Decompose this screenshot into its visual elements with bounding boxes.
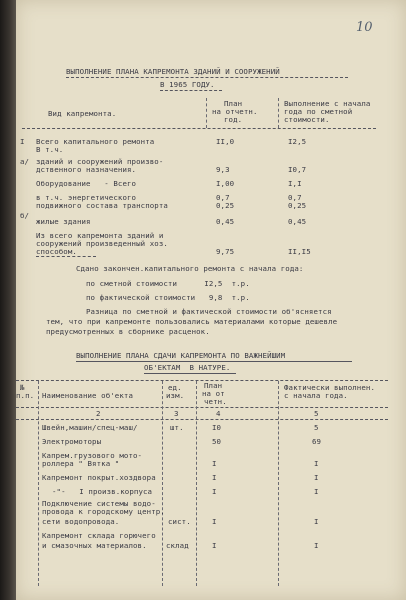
table2-col-sep-4 (278, 381, 279, 586)
table2-h-plan-2: на от (202, 389, 225, 398)
table2-h-fact-2: с начала года. (284, 391, 348, 400)
table2-row-name: сети водопровода. (42, 517, 120, 526)
title2-underline-2 (144, 373, 236, 374)
table2-row-name: роллера " Вятка " (42, 459, 120, 468)
table1-row-exec: I0,7 (288, 165, 307, 174)
table1-row-label: В т.ч. (36, 145, 64, 154)
table2-h-plan-3: четн. (204, 397, 227, 406)
table1-row-label: Из всего капремонта зданий и (36, 231, 164, 240)
table1-col-sep-2 (278, 98, 279, 128)
table2-row-unit: склад (166, 541, 189, 550)
document-page (16, 0, 406, 600)
table1-header-rule (22, 128, 376, 129)
title-underline-2 (160, 90, 222, 91)
table1-row-label: Оборудование - Всего (36, 179, 137, 188)
table2-colnum: 2 (96, 409, 101, 418)
table2-row-fact: 5 (314, 423, 319, 432)
table2-row-fact: 69 (312, 437, 322, 446)
table2-row-fact: I (314, 487, 319, 496)
table2-h-unit-1: ед. (168, 383, 182, 392)
table2-colnum: 5 (314, 409, 319, 418)
table1-row-label: подвижного состава транспорта (36, 201, 168, 210)
table2-row-name: Капремонт склада горючего (42, 531, 156, 540)
table1-col-sep-1 (206, 98, 207, 128)
table1-row-num: а/ (20, 157, 30, 166)
table1-row-num: I (20, 137, 25, 146)
table2-row-name: провода к городскому центр. (42, 507, 165, 516)
table1-row-plan: I,00 (216, 179, 235, 188)
table2-row-plan: I0 (212, 423, 222, 432)
title-line-1: ВЫПОЛНЕНИЕ ПЛАНА КАПРЕМОНТА ЗДАНИЙ И СООРУЖЕНИЙ (66, 67, 280, 76)
table2-row-plan: I (212, 541, 217, 550)
table2-h-plan-1: План (204, 381, 223, 390)
table1-row-exec: I,I (288, 179, 302, 188)
table1-row-plan: 0,7 (216, 193, 230, 202)
table2-row-name: Капрем.грузового мото- (42, 451, 143, 460)
table2-row-fact: I (314, 459, 319, 468)
table1-row-exec: 0,7 (288, 193, 302, 202)
table1-row-label: в т.ч. энергетического (36, 193, 137, 202)
table1-row-exec: II,I5 (288, 247, 311, 256)
note-line-3: по фактической стоимости 9,8 т.р. (86, 293, 250, 302)
table1-row-plan: 9,75 (216, 247, 235, 256)
table2-row-fact: I (314, 473, 319, 482)
note-line-6: предусмотренных в сборнике расценок. (46, 327, 210, 336)
table1-row-label: жилые здания (36, 217, 91, 226)
title-underline-1 (66, 77, 348, 78)
table2-row-name: Подключение системы водо- (42, 499, 156, 508)
table1-bottom-rule (36, 256, 96, 257)
table2-row-plan: I (212, 473, 217, 482)
table2-colnum: 3 (174, 409, 179, 418)
table1-row-plan: 0,45 (216, 217, 235, 226)
table1-row-label: зданий и сооружений произво- (36, 157, 164, 166)
table2-row-plan: I (212, 459, 217, 468)
note-line-1: Сдано закончен.капитального ремонта с начала года: (76, 264, 304, 273)
table2-col-sep-3 (196, 381, 197, 586)
table2-top-rule (16, 380, 388, 381)
table2-row-name: Электромоторы (42, 437, 102, 446)
table2-row-name: -"- I произв.корпуса (52, 487, 153, 496)
table1-col-plan-1: План (224, 99, 243, 108)
title2-line-2: ОБ'ЕКТАМ В НАТУРЕ. (144, 363, 231, 372)
title2-line-1: ВЫПОЛНЕНИЕ ПЛАНА СДАЧИ КАПРЕМОНТА ПО ВАЖНЕЙШИМ (76, 351, 286, 360)
table2-colnum: 4 (216, 409, 221, 418)
table2-h-fact-1: Фактически выполнен. (284, 383, 375, 392)
table2-h-name: Наименование об'екта (42, 391, 133, 400)
table2-col-sep-2 (162, 381, 163, 586)
table1-row-label: способом. (36, 247, 77, 256)
table2-row-fact: I (314, 541, 319, 550)
table2-row-plan: I (212, 517, 217, 526)
table2-row-unit: сист. (168, 517, 191, 526)
table1-col-kind: Вид капремонта. (48, 109, 117, 118)
table2-row-name: Швейн,машин/спец-маш/ (42, 423, 138, 432)
table2-h-num-2: п.п. (16, 391, 35, 400)
table2-h-num-1: № (20, 383, 25, 392)
table1-col-plan-3: год. (224, 115, 243, 124)
table2-h-unit-2: изм. (166, 391, 185, 400)
title-line-2: В 1965 ГОДУ. (160, 80, 215, 89)
title2-underline-1 (76, 361, 352, 362)
table1-row-exec: I2,5 (288, 137, 307, 146)
table1-row-label: дственного назначения. (36, 165, 137, 174)
table2-row-unit: шт. (170, 423, 184, 432)
table1-row-label: сооружений произведенный хоз. (36, 239, 168, 248)
table1-col-exec-2: года по сметной (284, 107, 353, 116)
table2-row-plan: I (212, 487, 217, 496)
table1-row-plan: 9,3 (216, 165, 230, 174)
table2-row-fact: I (314, 517, 319, 526)
table1-row-label: Всего капитального ремонта (36, 137, 155, 146)
table1-row-num: б/ (20, 211, 30, 220)
table1-row-exec: 0,25 (288, 201, 307, 210)
table1-row-plan: 0,25 (216, 201, 235, 210)
note-line-5: тем, что при капремонте пользовались материалами которые дешевле (46, 317, 338, 326)
table2-row-name: и смазочных материалов. (42, 541, 147, 550)
table2-header-rule (16, 407, 388, 408)
binding-edge (0, 0, 16, 600)
table2-row-name: Капремонт покрыт.хоздвора (42, 473, 156, 482)
note-line-4: Разница по сметной и фактической стоимости об'ясняется (86, 307, 332, 316)
table2-row-plan: 50 (212, 437, 222, 446)
table1-row-exec: 0,45 (288, 217, 307, 226)
note-line-2: по сметной стоимости I2,5 т.р. (86, 279, 250, 288)
table1-col-exec-1: Выполнение с начала (284, 99, 371, 108)
table1-row-plan: II,0 (216, 137, 235, 146)
table2-col-sep-1 (38, 381, 39, 586)
page-number: 10 (356, 20, 373, 35)
table2-colnum-rule (16, 419, 388, 420)
table1-col-plan-2: на отчетн. (212, 107, 258, 116)
table1-col-exec-3: стоимости. (284, 115, 330, 124)
